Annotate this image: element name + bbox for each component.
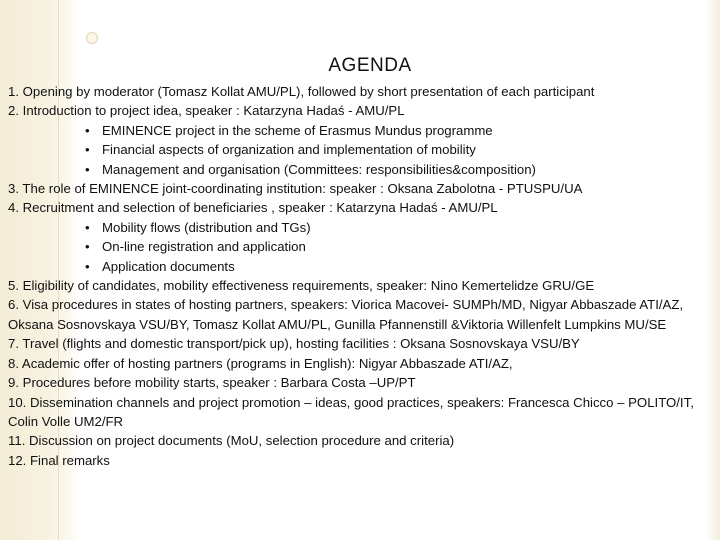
agenda-item-12: 12. Final remarks xyxy=(8,452,110,468)
agenda-item-7: 7. Travel (flights and domestic transport/pick up), hosting facilities : Oksana Sosnovskaya VSU/BY xyxy=(8,336,580,352)
agenda-title: AGENDA xyxy=(328,55,412,76)
agenda-item-10: 10. Dissemination channels and project promotion – ideas, good practices, speakers: Francesca Chicco – POLITO/IT, Colin Volle UM2/FR xyxy=(8,394,694,429)
agenda-subitem: • Application documents xyxy=(8,257,714,276)
agenda-subitem: • EMINENCE project in the scheme of Erasmus Mundus programme xyxy=(8,121,714,140)
decorative-circle xyxy=(86,32,98,44)
agenda-list xyxy=(8,82,714,470)
agenda-item-3: 3. The role of EMINENCE joint-coordinating institution: speaker : Oksana Zabolotna - PTUSPU/UA xyxy=(8,181,583,197)
bullet-icon: • xyxy=(85,239,90,255)
bullet-icon: • xyxy=(85,219,90,235)
bullet-icon: • xyxy=(85,161,90,177)
agenda-item-11: 11. Discussion on project documents (MoU, selection procedure and criteria) xyxy=(8,433,455,449)
agenda-item-2: 2. Introduction to project idea, speaker : Katarzyna Hadaś - AMU/PL xyxy=(8,103,405,119)
agenda-item-1: 1. Opening by moderator (Tomasz Kollat AMU/PL), followed by short presentation of each participant xyxy=(8,84,595,99)
agenda-item-5: 5. Eligibility of candidates, mobility effectiveness requirements, speaker: Nino Kemertelidze GRU/GE xyxy=(8,278,595,294)
agenda-subitem: • Financial aspects of organization and implementation of mobility xyxy=(8,140,714,159)
agenda-subitem: • On-line registration and application xyxy=(8,237,714,256)
agenda-item-9: 9. Procedures before mobility starts, speaker : Barbara Costa –UP/PT xyxy=(8,375,416,391)
bullet-icon: • xyxy=(85,258,90,274)
agenda-subitem: • Management and organisation (Committees: responsibilities&composition) xyxy=(8,160,714,179)
agenda-item-4: 4. Recruitment and selection of beneficiaries , speaker : Katarzyna Hadaś - AMU/PL xyxy=(8,200,498,216)
agenda-item-8: 8. Academic offer of hosting partners (programs in English): Nigyar Abbaszade ATI/AZ, xyxy=(8,355,513,371)
agenda-subitem: • Mobility flows (distribution and TGs) xyxy=(8,218,714,237)
bullet-icon: • xyxy=(85,122,90,138)
bullet-icon: • xyxy=(85,142,90,158)
agenda-item-6: 6. Visa procedures in states of hosting partners, speakers: Viorica Macovei- SUMPh/MD, Nigyar Abbaszade ATI/AZ, Oksana Sosnovskaya VSU/BY, Tomasz Kollat AMU/PL, Gunilla Pfannenstill &Viktoria Willenfelt Lumpkins MU/SE xyxy=(8,297,684,332)
